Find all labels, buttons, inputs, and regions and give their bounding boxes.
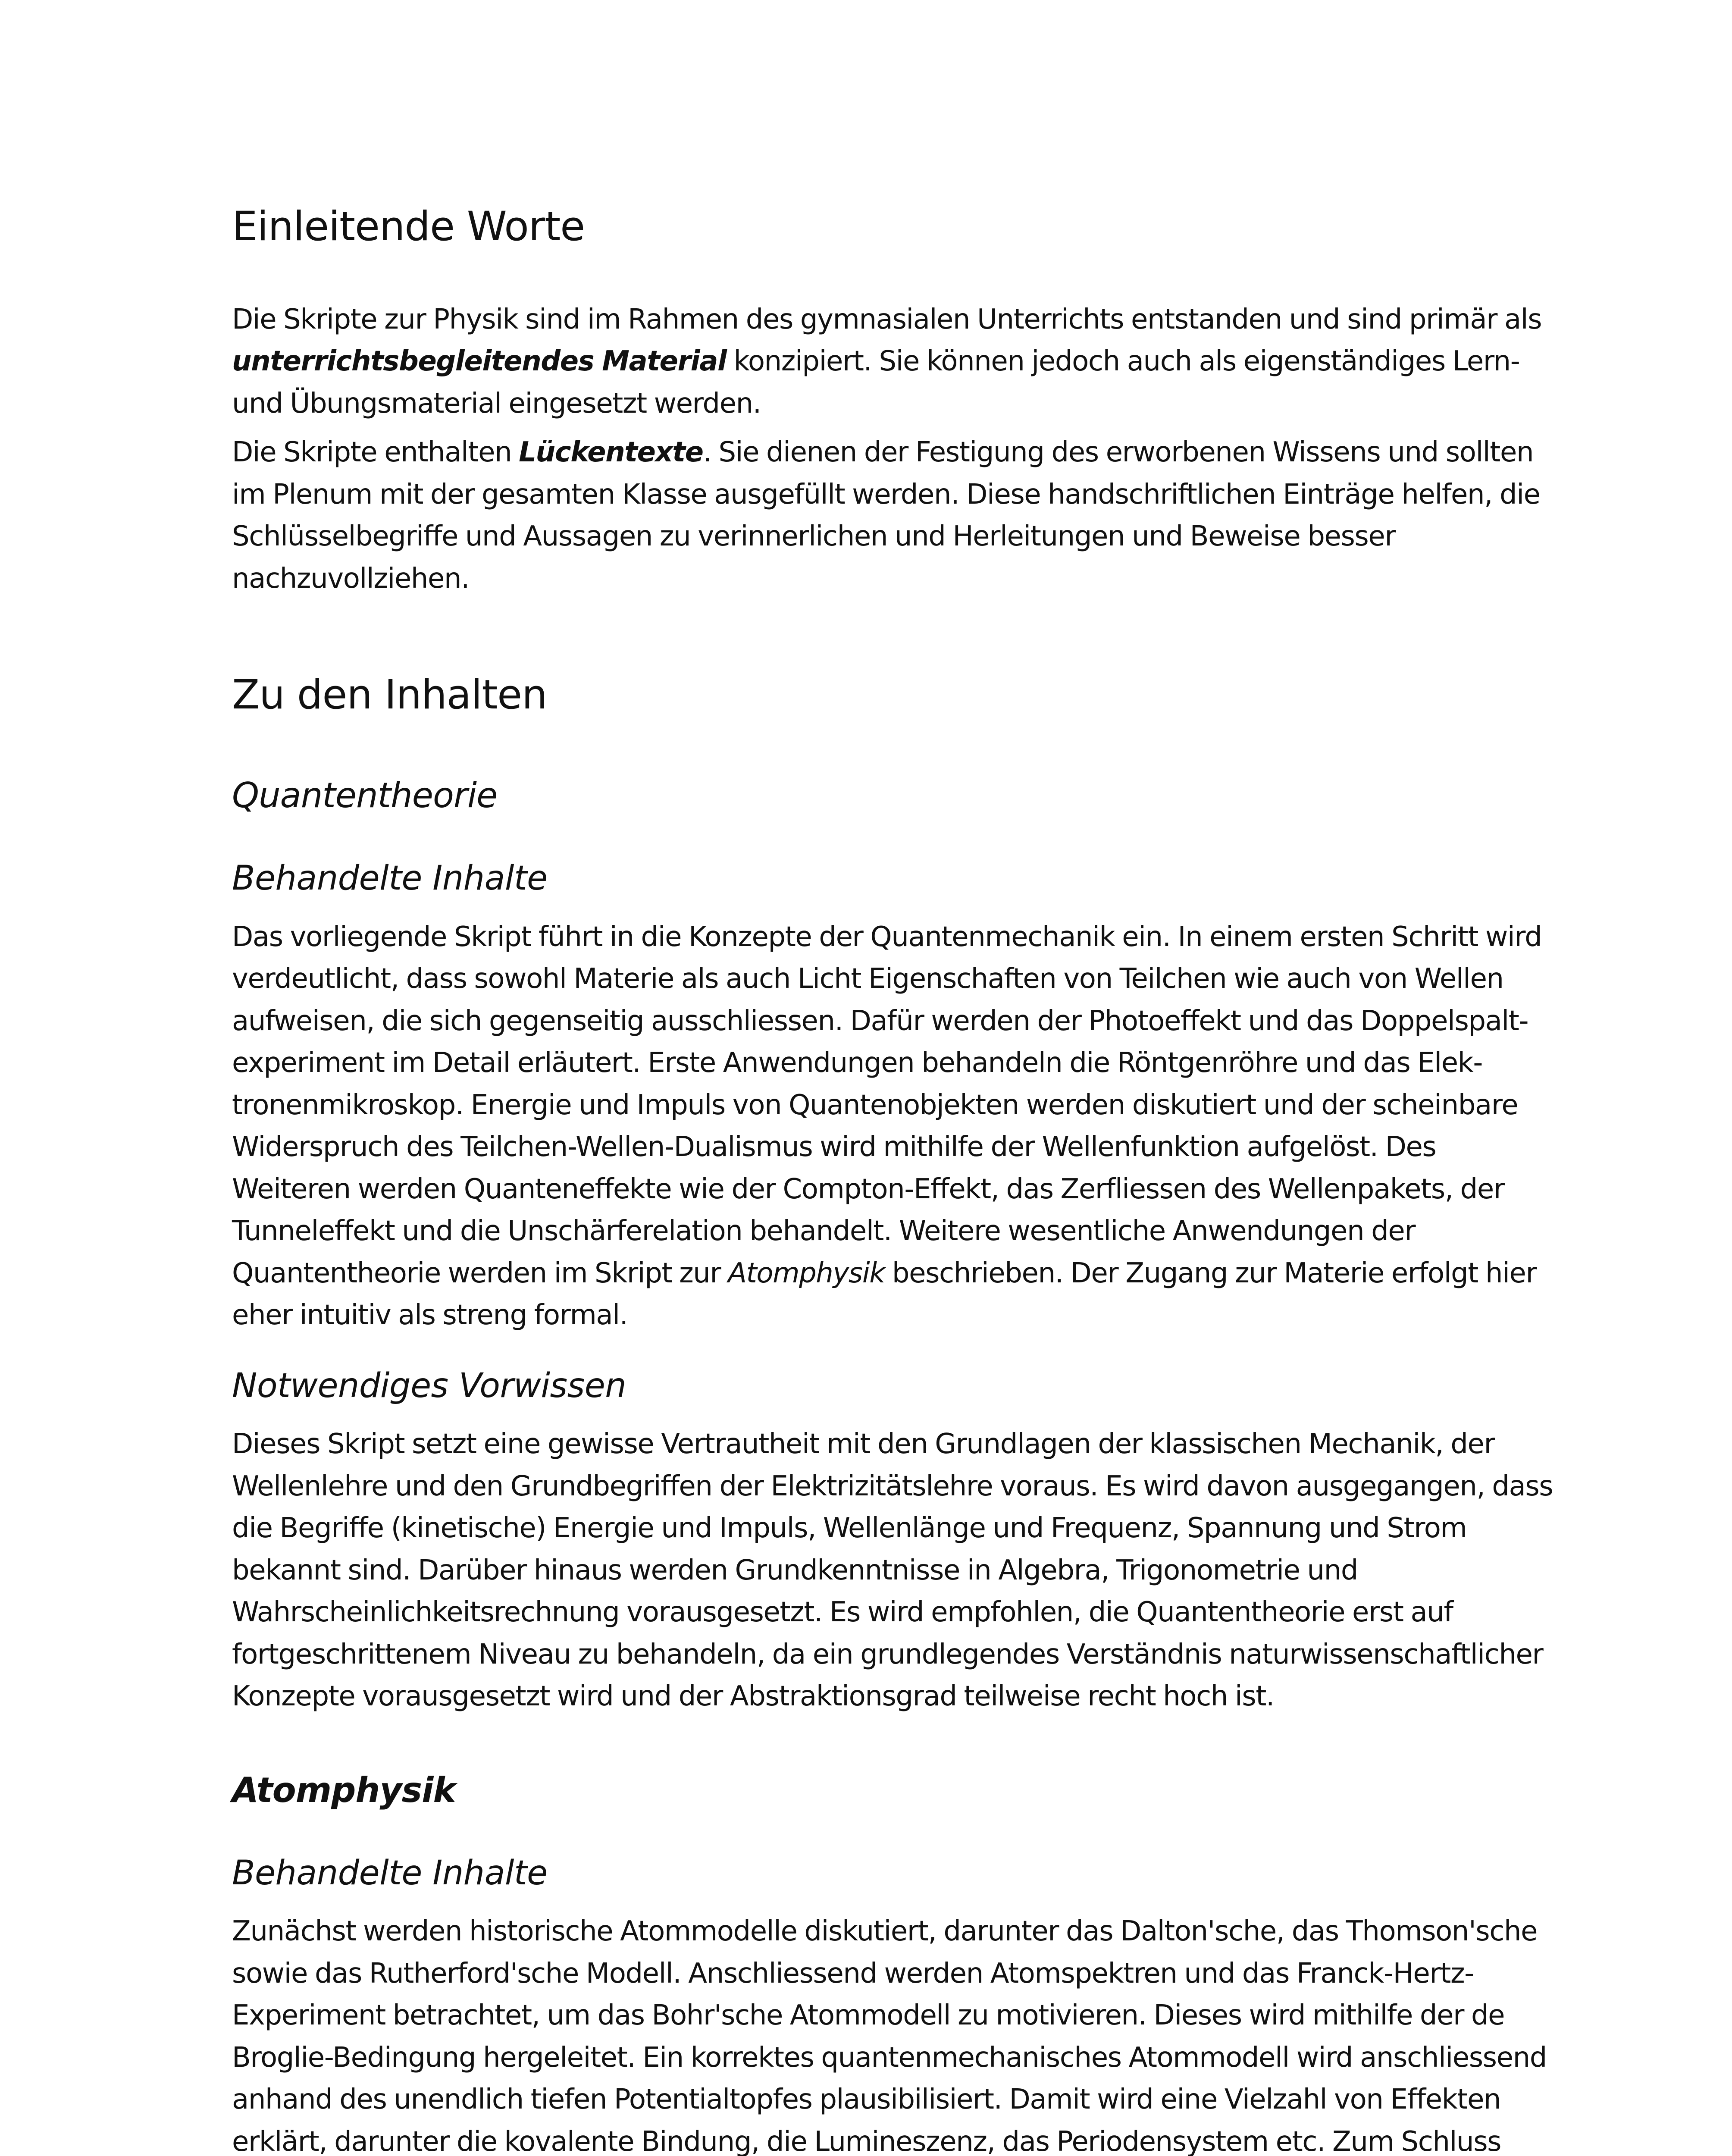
- atom-covered-paragraph: Zunächst werden historische Atommodelle diskutiert, darunter das Dalton'sche, das Thomson'sche sowie das Rutherford'sche Modell. Anschliessend werden Atomspektren und das Franck-Hertz-Experiment betrachtet, um das Bohr'sche Atommodell zu motivieren. Dieses wird mithilfe der de Broglie-Bedingung hergeleitet. Ein korrektes quantenmechanisches Atommodell wird anschliessend anhand des unendlich tiefen Potentialtopfes plausibilisiert. Damit wird eine Vielzahl von Effekten erklärt, darunter die kovalente Bindung, die Lumineszenz, das Periodensystem etc. Zum Schluss: [232, 1915, 1547, 2156]
- heading-zu-den-inhalten: Zu den Inhalten: [232, 671, 547, 719]
- intro-p1-emphasis: unterrichtsbegleitendes Material: [232, 345, 727, 378]
- quantum-covered-text-a: Das vorliegende Skript führt in die Konzepte der Quantenmechanik ein. In einem ersten Schritt wird verdeutlicht, dass sowohl Materie als auch Licht Eigenschaften von Teilchen wie auch von Wellen aufweisen, die sich gegenseitig ausschliessen. Dafür werden der Photoeffekt und das Doppelspalt-experiment im Detail erläutert. Erste Anwendungen behandeln die Röntgenröhre und das Elek-tronenmikroskop. Energie und Impuls von Quantenobjekten werden diskutiert und der scheinbare Widerspruch des Teilchen-Wellen-Dualismus wird mithilfe der Wellenfunktion aufgelöst. Des Weiteren werden Quanteneffekte wie der Compton-Effekt, das Zerfliessen des Wellenpakets, der Tunneleffekt und die Unschärferelation behandelt. Weitere wesentliche Anwendungen der Quantentheorie werden im Skript zur: [232, 921, 1542, 1289]
- heading-quantentheorie: Quantentheorie: [232, 775, 498, 816]
- heading-quantum-behandelte-inhalte: Behandelte Inhalte: [232, 859, 548, 898]
- quantum-covered-text-b: beschrieben. Der Zugang zur Materie erfolgt hier eher intuitiv als streng formal.: [232, 1257, 1537, 1332]
- heading-einleitende-worte: Einleitende Worte: [232, 203, 585, 250]
- page-content: [232, 203, 1557, 2156]
- quantum-covered-paragraph: [232, 916, 1557, 1337]
- intro-p1-text-a: Die Skripte zur Physik sind im Rahmen des gymnasialen Unterrichts entstanden und sind primär als: [232, 303, 1542, 335]
- intro-paragraph-2: [232, 432, 1557, 600]
- quantum-covered-emphasis: Atomphysik: [728, 1257, 885, 1289]
- heading-quantum-notwendiges-vorwissen: Notwendiges Vorwissen: [232, 1366, 626, 1405]
- intro-p2-text-a: Die Skripte enthalten: [232, 436, 519, 469]
- intro-p1-text-b: konzipiert. Sie können jedoch auch als eigenständiges Lern- und Übungsmaterial eingesetzt werden.: [232, 345, 1520, 420]
- intro-paragraph-1: [232, 299, 1557, 425]
- heading-atom-behandelte-inhalte: Behandelte Inhalte: [232, 1853, 548, 1893]
- intro-p2-text-b: . Sie dienen der Festigung des erworbenen Wissens und sollten im Plenum mit der gesamten Klasse ausgefüllt werden. Diese handschriftlichen Einträge helfen, die Schlüsselbegriffe und Aussagen zu verinnerlichen und Herleitungen und Beweise besser nachzuvollziehen.: [232, 436, 1540, 595]
- quantum-prereq-paragraph: Dieses Skript setzt eine gewisse Vertrautheit mit den Grundlagen der klassischen Mechanik, der Wellenlehre und den Grundbegriffen der Elektrizitätslehre voraus. Es wird davon ausgegangen, dass die Begriffe (kinetische) Energie und Impuls, Wellenlänge und Frequenz, Spannung und Strom bekannt sind. Darüber hinaus werden Grundkenntnisse in Algebra, Trigonometrie und Wahrscheinlichkeitsrechnung vorausgesetzt. Es wird empfohlen, die Quantentheorie erst auf fortgeschrittenem Niveau zu behandeln, da ein grundlegendes Verständnis naturwissenschaftlicher Konzepte vorausgesetzt wird und der Abstraktionsgrad teilweise recht hoch ist.: [232, 1428, 1553, 1713]
- heading-atomphysik: Atomphysik: [232, 1770, 456, 1810]
- intro-p2-emphasis: Lückentexte: [519, 436, 703, 469]
